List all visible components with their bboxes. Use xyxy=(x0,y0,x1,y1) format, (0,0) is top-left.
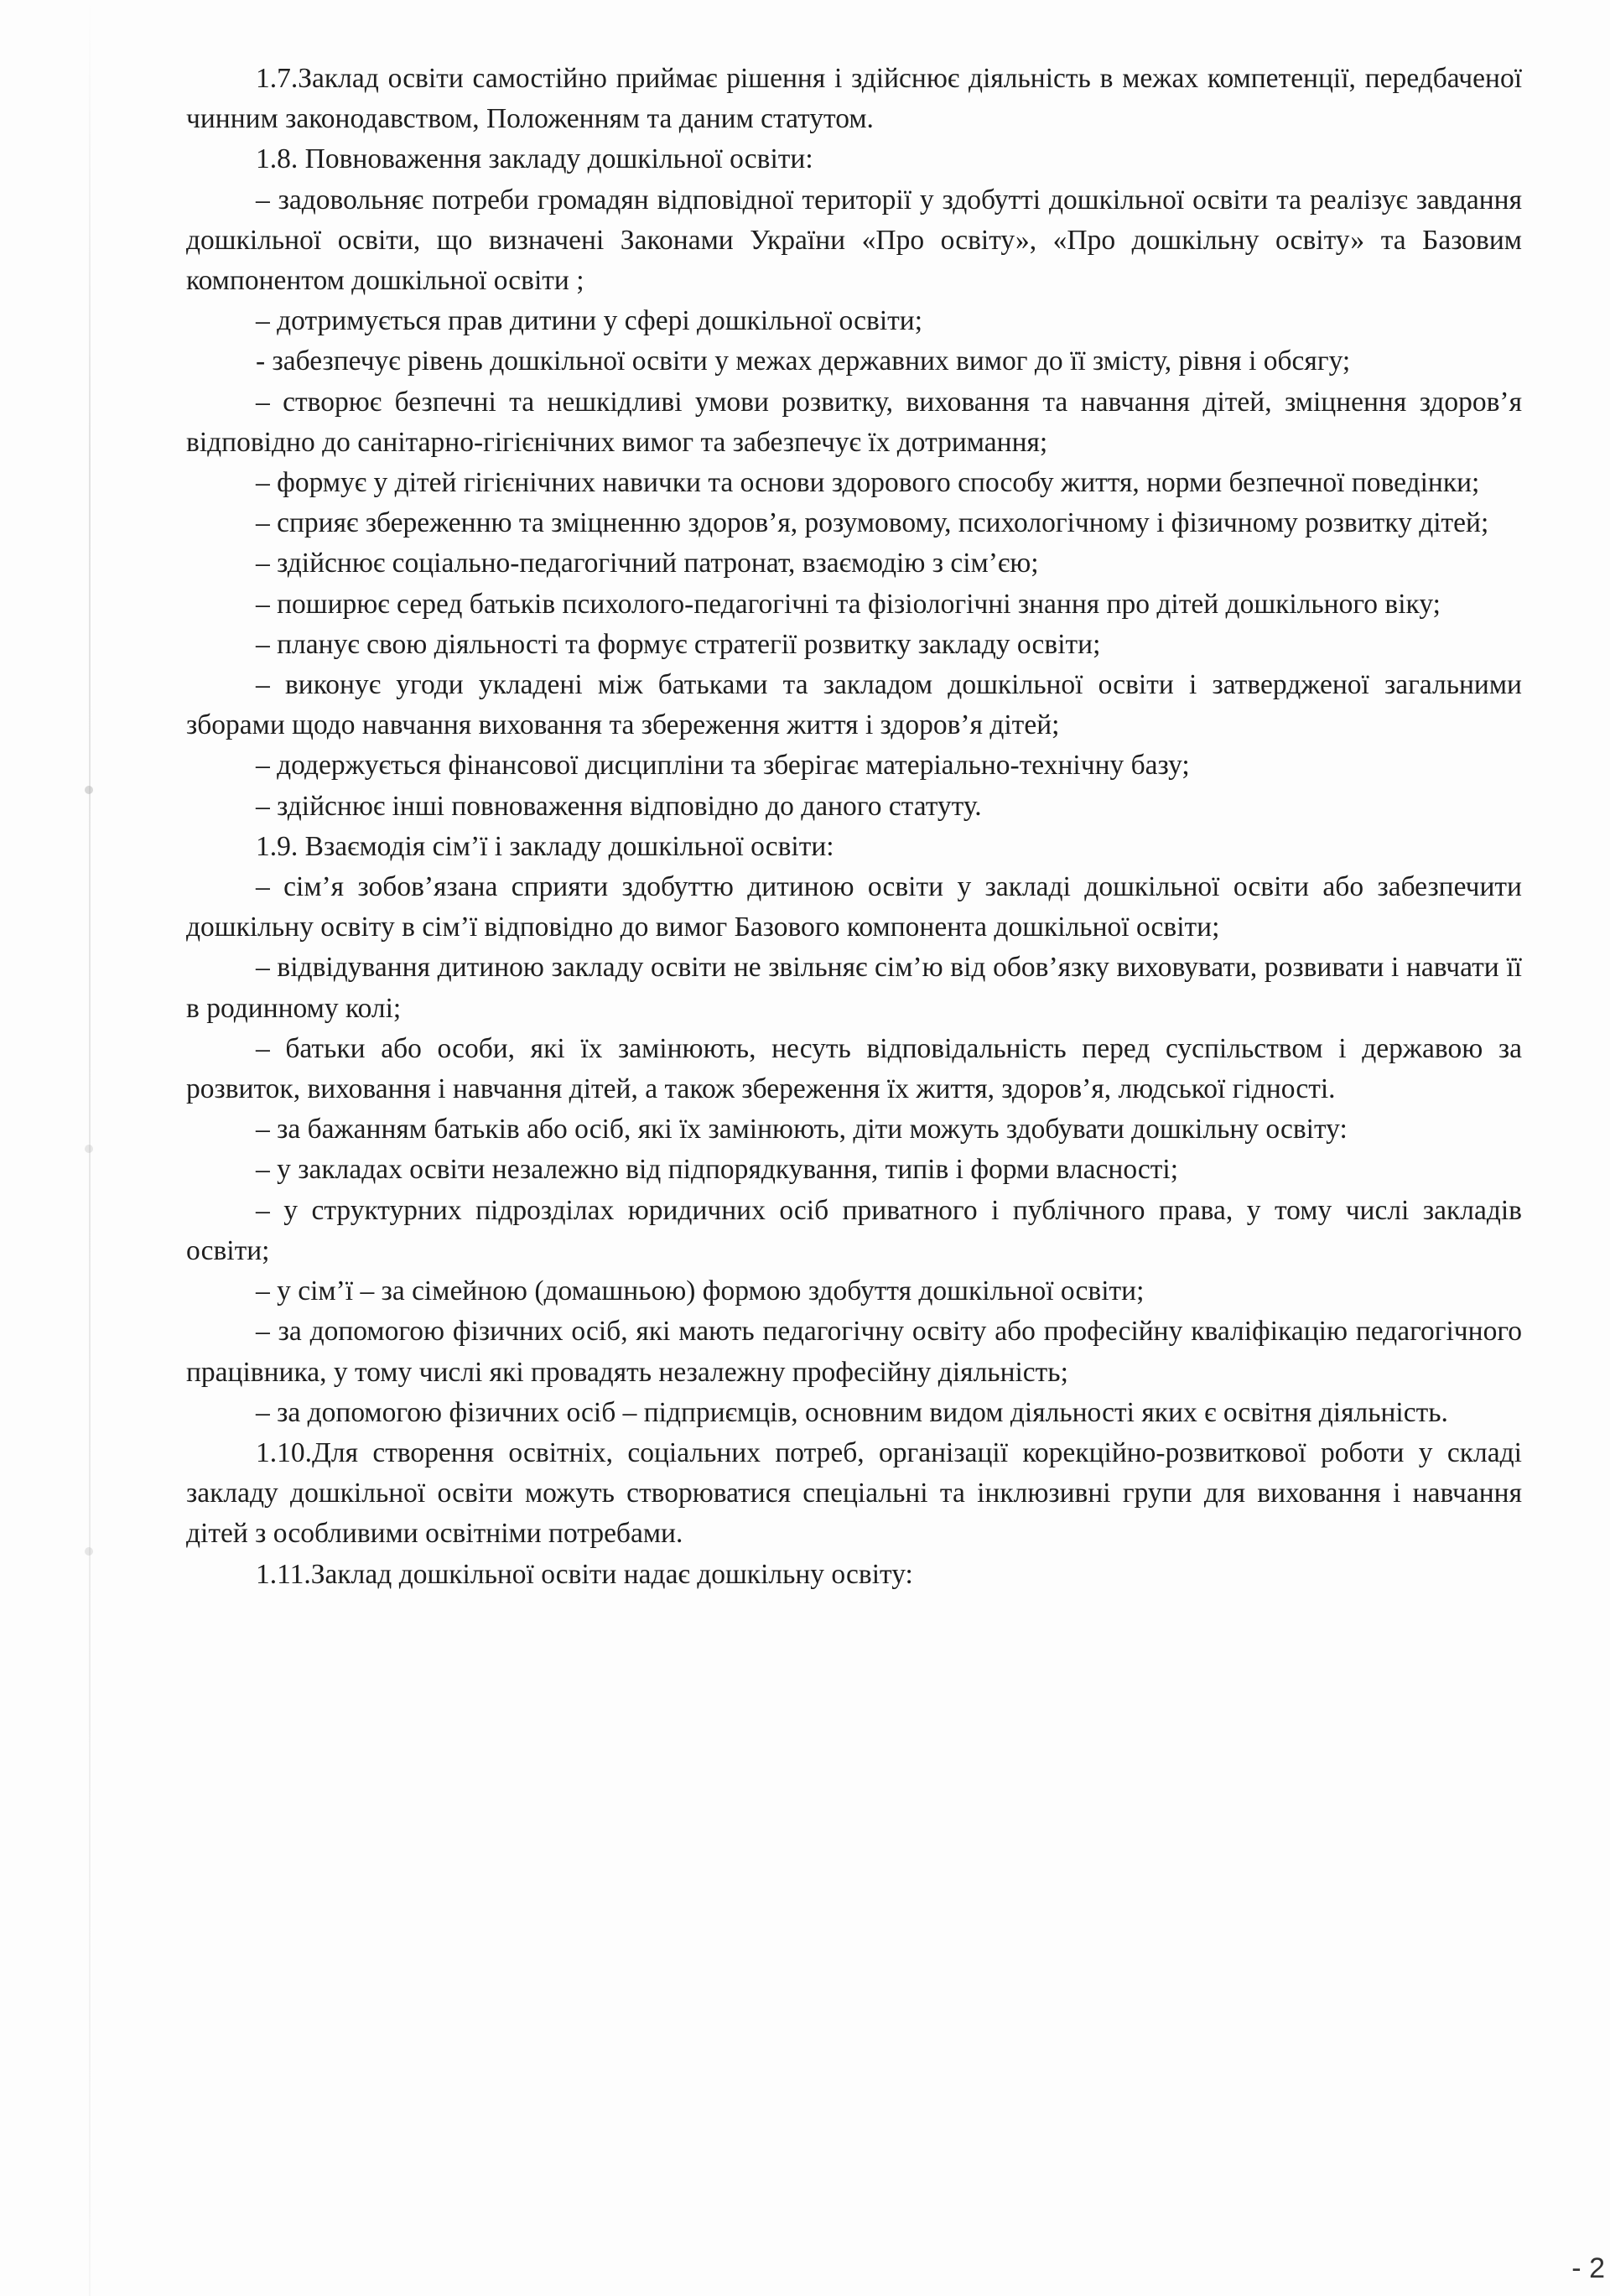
document-body xyxy=(186,59,1522,1595)
list-item: - забезпечує рівень дошкільної освіти у межах державних вимог до її змісту, рівня і обсягу; xyxy=(256,345,1351,377)
scan-speck xyxy=(85,1547,93,1556)
list-item: – у сім’ї – за сімейною (домашньою) формою здобуття дошкільної освіти; xyxy=(256,1275,1145,1307)
list-item: – у закладах освіти незалежно від підпорядкування, типів і форми власності; xyxy=(256,1154,1179,1186)
list-item: – додержується фінансової дисципліни та зберігає матеріально-технічну базу; xyxy=(256,750,1190,782)
list-item: – планує свою діяльності та формує стратегії розвитку закладу освіти; xyxy=(256,628,1101,660)
list-item: – задовольняє потреби громадян відповідної території у здобутті дошкільної освіти та реалізує завдання дошкільної освіти, що визначені Законами України «Про освіту», «Про дошкільну освіту» та Базовим компонентом дошкільної освіти ; xyxy=(186,184,1522,297)
paragraph-1-8-heading: 1.8. Повноваження закладу дошкільної освіти: xyxy=(256,143,813,175)
list-item: – створює безпечні та нешкідливі умови розвитку, виховання та навчання дітей, зміцнення здоров’я відповідно до санітарно-гігієнічних вимог та забезпечує їх дотримання; xyxy=(186,386,1522,458)
paragraph-1-10: 1.10.Для створення освітніх, соціальних потреб, організації корекційно-розвиткової роботи у складі закладу дошкільної освіти можуть створюватися спеціальні та інклюзивні групи для виховання і навчання дітей з особливими освітніми потребами. xyxy=(186,1436,1522,1550)
list-item: – виконує угоди укладені між батьками та закладом дошкільної освіти і затвердженої загальними зборами щодо навчання виховання та збереження життя і здоров’я дітей; xyxy=(186,669,1522,741)
list-item: – відвідування дитиною закладу освіти не звільняє сім’ю від обов’язку виховувати, розвивати і навчати її в родинному колі; xyxy=(186,952,1522,1024)
list-item: – за допомогою фізичних осіб, які мають педагогічну освіту або професійну кваліфікацію педагогічного працівника, у тому числі які провадять незалежну професійну діяльність; xyxy=(186,1316,1522,1388)
list-item: – у структурних підрозділах юридичних осіб приватного і публічного права, у тому числі закладів освіти; xyxy=(186,1194,1522,1266)
paragraph-1-7: 1.7.Заклад освіти самостійно приймає рішення і здійснює діяльність в межах компетенції, передбаченої чинним законодавством, Положенням та даним статутом. xyxy=(186,63,1522,135)
paragraph-1-9-heading: 1.9. Взаємодія сім’ї і закладу дошкільної освіти: xyxy=(256,830,834,862)
list-item: – сприяє збереженню та зміцненню здоров’я, розумовому, психологічному і фізичному розвитку дітей; xyxy=(256,507,1489,539)
list-item: – формує у дітей гігієнічних навички та основи здорового способу життя, норми безпечної поведінки; xyxy=(256,467,1480,499)
page-number-value: 2 xyxy=(1589,2252,1605,2284)
paragraph-1-11: 1.11.Заклад дошкільної освіти надає дошкільну освіту: xyxy=(256,1558,913,1590)
list-item: – за допомогою фізичних осіб – підприємців, основним видом діяльності яких є освітня діяльність. xyxy=(256,1396,1448,1428)
page-number xyxy=(1571,2252,1605,2285)
list-item: – здійснює соціально-педагогічний патронат, взаємодію з сім’єю; xyxy=(256,548,1039,579)
page-number-prefix: - xyxy=(1571,2252,1581,2284)
scan-speck xyxy=(85,1145,93,1153)
list-item: – дотримується прав дитини у сфері дошкільної освіти; xyxy=(256,305,923,337)
list-item: – за бажанням батьків або осіб, які їх замінюють, діти можуть здобувати дошкільну освіту: xyxy=(256,1114,1348,1145)
list-item: – сім’я зобов’язана сприяти здобуттю дитиною освіти у закладі дошкільної освіти або забезпечити дошкільну освіту в сім’ї відповідно до вимог Базового компонента дошкільної освіти; xyxy=(186,871,1522,943)
scan-speck xyxy=(85,786,93,794)
list-item: – батьки або особи, які їх замінюють, несуть відповідальність перед суспільством і державою за розвиток, виховання і навчання дітей, а також збереження їх життя, здоров’я, людської гідності. xyxy=(186,1032,1522,1105)
list-item: – здійснює інші повноваження відповідно до даного статуту. xyxy=(256,790,982,822)
list-item: – поширює серед батьків психолого-педагогічні та фізіологічні знання про дітей дошкільного віку; xyxy=(256,588,1441,620)
